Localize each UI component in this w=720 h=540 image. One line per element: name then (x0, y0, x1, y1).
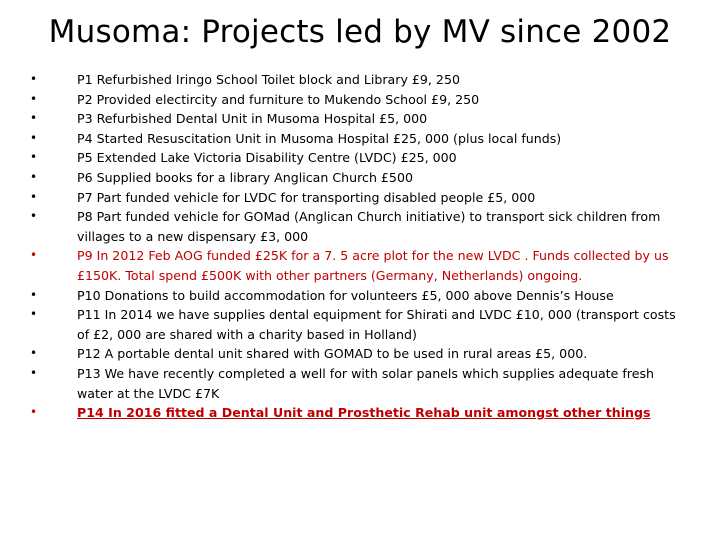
bullet-item-p14 (30, 403, 690, 423)
bullet-point-icon: • (30, 169, 38, 184)
bullet-item-p10 (30, 286, 690, 306)
bullet-point-icon: • (30, 209, 38, 224)
bullet-point-icon: • (30, 72, 38, 86)
bullet-item-p6 (30, 168, 690, 188)
bullet-point-icon: • (30, 346, 38, 361)
bullet-text: P10 Donations to build accommodation for volunteers £5, 000 above Dennis’s House (77, 287, 614, 303)
bullet-item-p7 (30, 188, 690, 208)
bullet-item-p11 (30, 305, 690, 344)
bullet-item-p2 (30, 90, 690, 110)
bullet-list (30, 70, 690, 423)
bullet-point-icon: • (30, 248, 38, 263)
bullet-point-icon: • (30, 405, 38, 420)
bullet-text: P3 Refurbished Dental Unit in Musoma Hospital £5, 000 (77, 111, 428, 127)
bullet-item-p4 (30, 129, 690, 149)
bullet-text: P2 Provided electircity and furniture to Mukendo School £9, 250 (77, 91, 480, 107)
bullet-item-p13 (30, 364, 690, 403)
bullet-point-icon: • (30, 91, 38, 106)
bullet-text: P1 Refurbished Iringo School Toilet block and Library £9, 250 (77, 72, 460, 87)
bullet-text: P9 In 2012 Feb AOG funded £25K for a 7. 5 acre plot for the new LVDC . Funds collected by us £150K. Total spend £500K with other partners (Germany, Netherlands) ongoing. (77, 248, 669, 283)
bullet-point-icon: • (30, 150, 38, 165)
bullet-text: P4 Started Resuscitation Unit in Musoma Hospital £25, 000 (plus local funds) (77, 130, 562, 146)
bullet-point-icon: • (30, 287, 38, 302)
bullet-text: P8 Part funded vehicle for GOMad (Anglican Church initiative) to transport sick children from villages to a new dispensary £3, 000 (77, 209, 661, 244)
bullet-point-icon: • (30, 111, 38, 126)
bullet-text: P13 We have recently completed a well for with solar panels which supplies adequate fresh water at the LVDC £7K (77, 365, 654, 401)
bullet-item-p3 (30, 109, 690, 129)
bullet-point-icon: • (30, 130, 38, 145)
bullet-item-p9 (30, 246, 690, 285)
bullet-item-p8 (30, 207, 690, 246)
bullet-text: P14 In 2016 fitted a Dental Unit and Prosthetic Rehab unit amongst other things (77, 405, 651, 421)
bullet-item-p12 (30, 344, 690, 364)
bullet-point-icon: • (30, 365, 38, 380)
bullet-text: P11 In 2014 we have supplies dental equipment for Shirati and LVDC £10, 000 (transport costs of £2, 000 are shared with a charity based in Holland) (77, 307, 676, 342)
bullet-text: P7 Part funded vehicle for LVDC for transporting disabled people £5, 000 (77, 189, 536, 205)
bullet-item-p5 (30, 148, 690, 168)
bullet-text: P12 A portable dental unit shared with GOMAD to be used in rural areas £5, 000. (77, 346, 588, 362)
bullet-point-icon: • (30, 189, 38, 204)
bullet-text: P6 Supplied books for a library Anglican Church £500 (77, 169, 413, 185)
bullet-point-icon: • (30, 307, 38, 322)
bullet-item-p1 (30, 70, 690, 90)
bullet-text: P5 Extended Lake Victoria Disability Centre (LVDC) £25, 000 (77, 150, 457, 166)
slide-title: Musoma: Projects led by MV since 2002 (48, 14, 672, 50)
